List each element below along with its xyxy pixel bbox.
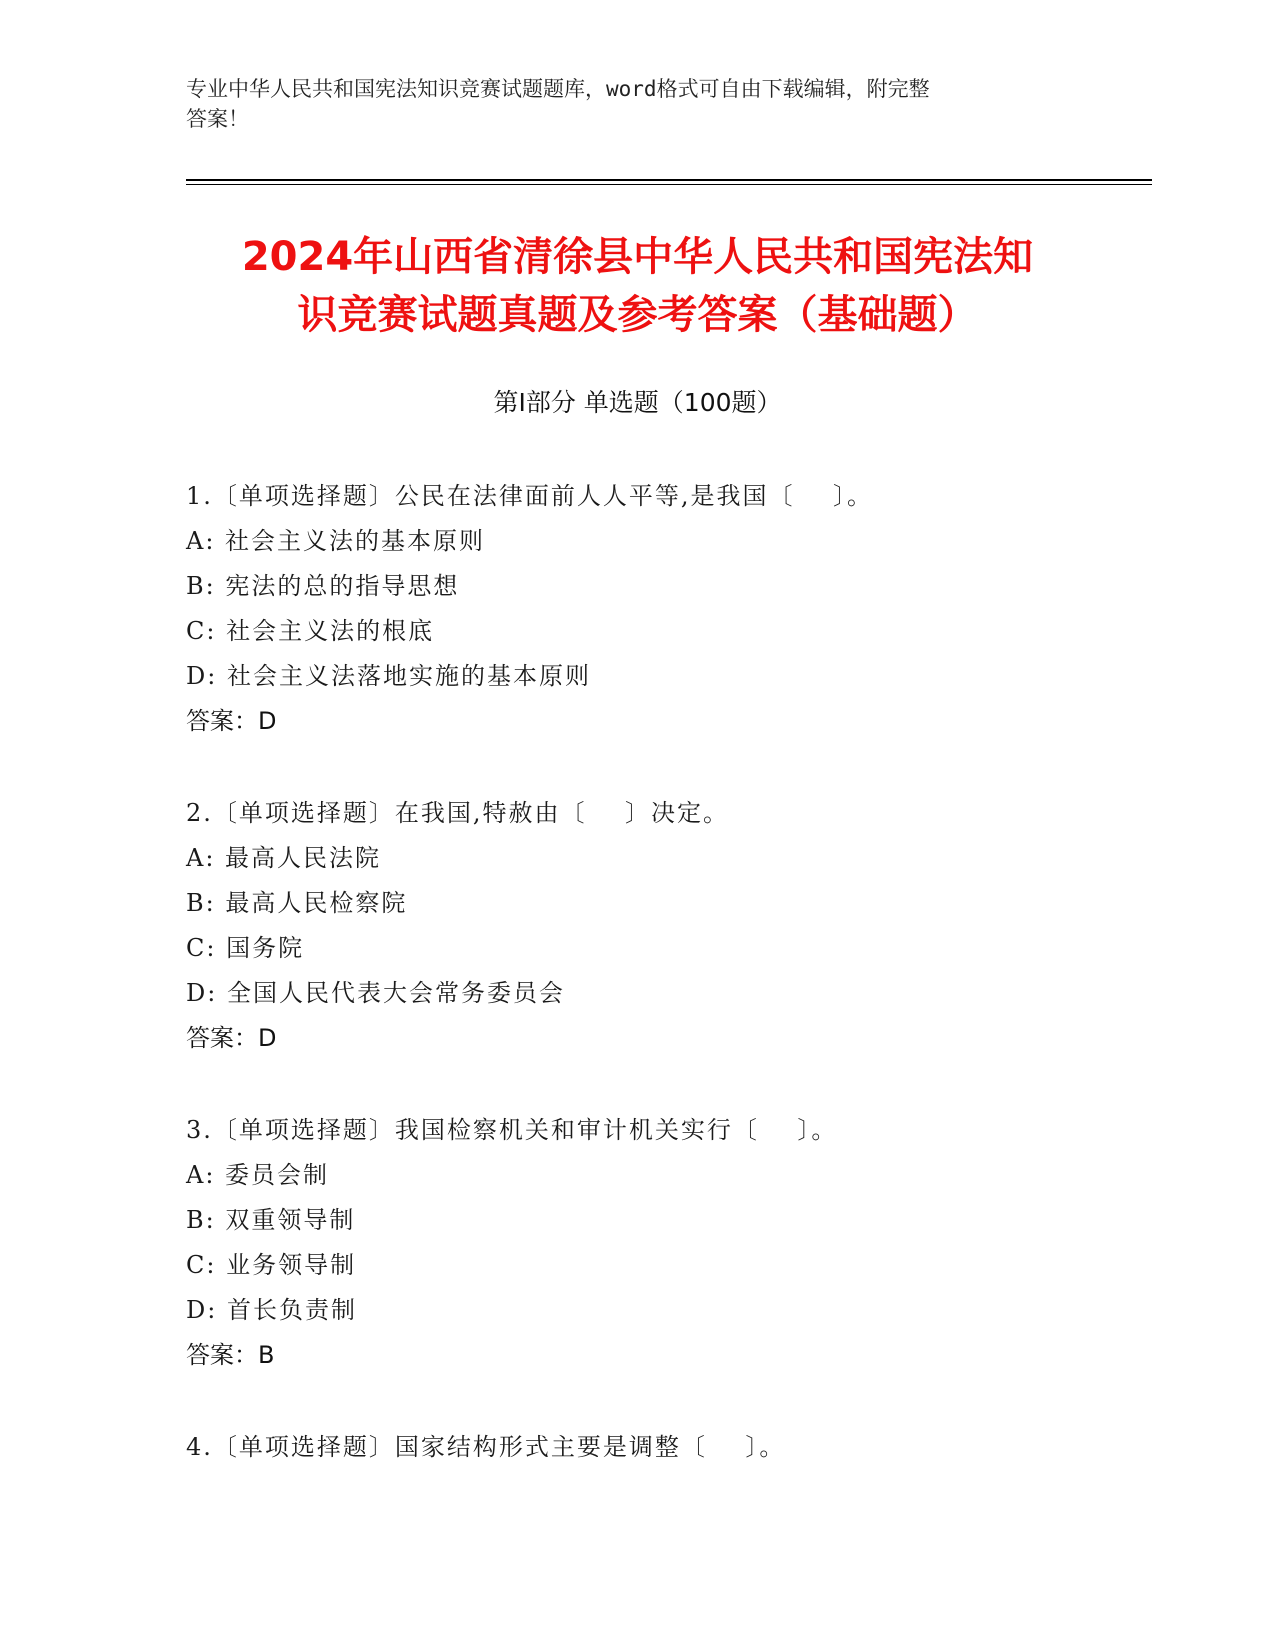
header-rule-thick — [186, 179, 1152, 181]
option-d: D: 首长负责制 — [186, 1296, 357, 1324]
answer: 答案：D — [186, 707, 277, 735]
header-note — [186, 74, 1086, 134]
header-rule-thin — [186, 184, 1152, 185]
option-b: B: 最高人民检察院 — [186, 889, 408, 917]
question-2 — [186, 791, 1146, 1061]
header-note-line-1: 专业中华人民共和国宪法知识竞赛试题题库，word格式可自由下载编辑，附完整 — [186, 77, 930, 101]
option-a: A: 委员会制 — [186, 1161, 330, 1189]
question-list — [186, 474, 1146, 1517]
option-a: A: 最高人民法院 — [186, 844, 382, 872]
document-title-line-1: 2024年山西省清徐县中华人民共和国宪法知 — [241, 234, 1034, 280]
answer: 答案：B — [186, 1341, 275, 1369]
question-stem: 2.〔单项选择题〕在我国,特赦由〔 〕决定。 — [186, 799, 730, 827]
option-c: C: 社会主义法的根底 — [186, 617, 435, 645]
header-note-line-2: 答案！ — [186, 107, 249, 131]
question-1 — [186, 474, 1146, 744]
option-c: C: 国务院 — [186, 934, 305, 962]
question-3 — [186, 1108, 1146, 1378]
option-d: D: 全国人民代表大会常务委员会 — [186, 979, 565, 1007]
question-stem: 3.〔单项选择题〕我国检察机关和审计机关实行〔 〕。 — [186, 1116, 838, 1144]
option-c: C: 业务领导制 — [186, 1251, 357, 1279]
question-stem: 4.〔单项选择题〕国家结构形式主要是调整〔 〕。 — [186, 1433, 786, 1461]
option-b: B: 宪法的总的指导思想 — [186, 572, 460, 600]
question-stem: 1.〔单项选择题〕公民在法律面前人人平等,是我国〔 〕。 — [186, 482, 874, 510]
section-heading: 第Ⅰ部分 单选题（100题） — [493, 388, 782, 417]
document-title-line-2: 识竞赛试题真题及参考答案（基础题） — [297, 292, 978, 338]
option-a: A: 社会主义法的基本原则 — [186, 527, 486, 555]
answer: 答案：D — [186, 1024, 277, 1052]
question-4 — [186, 1425, 1146, 1470]
option-b: B: 双重领导制 — [186, 1206, 356, 1234]
option-d: D: 社会主义法落地实施的基本原则 — [186, 662, 591, 690]
document-title — [160, 228, 1115, 344]
